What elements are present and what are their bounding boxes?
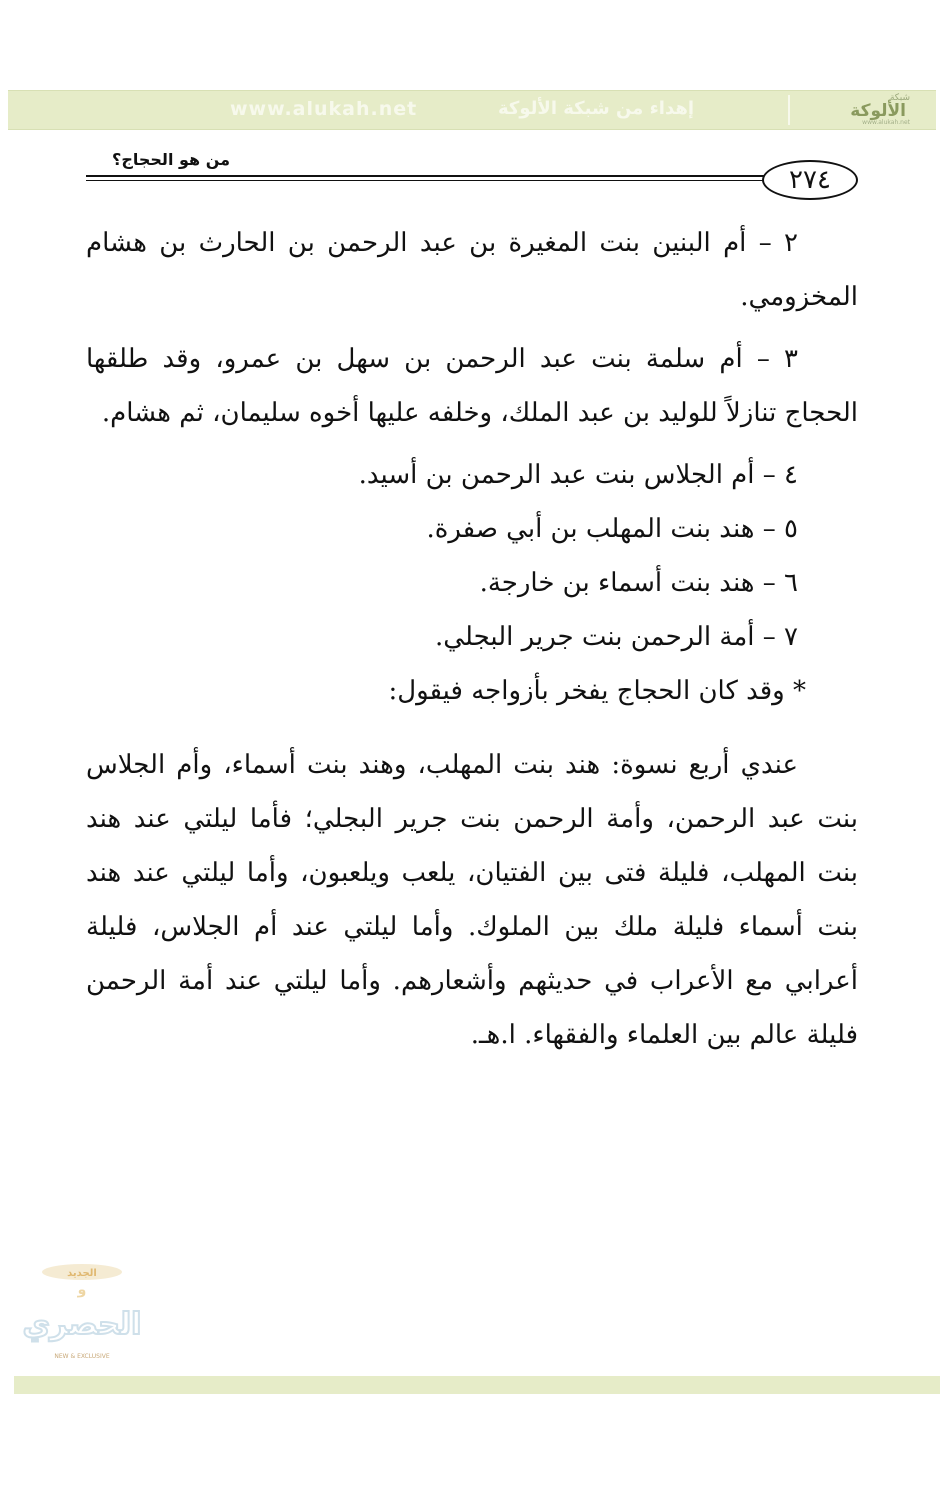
quote-paragraph: عندي أربع نسوة: هند بنت المهلب، وهند بنت أسماء، وأم الجلاس بنت عبد الرحمن، وأمة الرحمن بنت جرير البجلي؛ فأما ليلتي عند هند بنت المهلب، فليلة فتى بين الفتيان، يلعب ويلعبون، وأما ليلتي عند هند بنت أسماء فليلة ملك بين الملوك. وأما ليلتي عند أم الجلاس، فليلة أعرابي مع الأعراب في حديثهم وأشعارهم. وأما ليلتي عند أمة الرحمن فليلة عالم بين العلماء والفقهاء. ا.هـ.	[86, 750, 858, 1050]
paragraph: ٢ – أم البنين بنت المغيرة بن عبد الرحمن بن الحارث بن هشام المخزومي.	[86, 228, 858, 312]
bottom-band	[14, 1376, 940, 1394]
logo-top-text: شبكة	[889, 93, 910, 103]
watermark-top-word: الجديد	[67, 1268, 97, 1279]
page-number: ٢٧٤	[762, 160, 858, 200]
banner-separator	[788, 95, 790, 125]
list-item: ٦ – هند بنت أسماء بن خارجة.	[479, 568, 798, 598]
watermark-mid-word: و	[77, 1282, 87, 1298]
new-exclusive-watermark	[22, 1262, 146, 1366]
top-banner	[8, 90, 936, 130]
logo-main-text: الألوكة	[850, 101, 906, 121]
logo-sub-text: www.alukah.net	[862, 119, 910, 126]
header-rule	[86, 175, 770, 177]
header-rule-thin	[86, 180, 770, 181]
list-item: ٤ – أم الجلاس بنت عبد الرحمن بن أسيد.	[358, 460, 798, 490]
watermark-sub-text: NEW & EXCLUSIVE	[54, 1353, 110, 1360]
paragraph: ٣ – أم سلمة بنت عبد الرحمن بن سهل بن عمرو، وقد طلقها الحجاج تنازلاً للوليد بن عبد الملك، وخلفه عليها أخوه سليمان، ثم هشام.	[86, 344, 858, 428]
banner-url[interactable]: www.alukah.net	[230, 98, 418, 120]
alukah-logo[interactable]	[820, 93, 914, 127]
page-body	[86, 216, 858, 1062]
banner-gift-text: إهداء من شبكة الألوكة	[498, 98, 694, 119]
watermark-main-word: الحصري	[22, 1307, 142, 1342]
note-line: * وقد كان الحجاج يفخر بأزواجه فيقول:	[388, 676, 806, 706]
list-item: ٥ – هند بنت المهلب بن أبي صفرة.	[426, 514, 798, 544]
running-title: من هو الحجاج؟	[112, 150, 230, 169]
list-item: ٧ – أمة الرحمن بنت جرير البجلي.	[435, 622, 798, 652]
